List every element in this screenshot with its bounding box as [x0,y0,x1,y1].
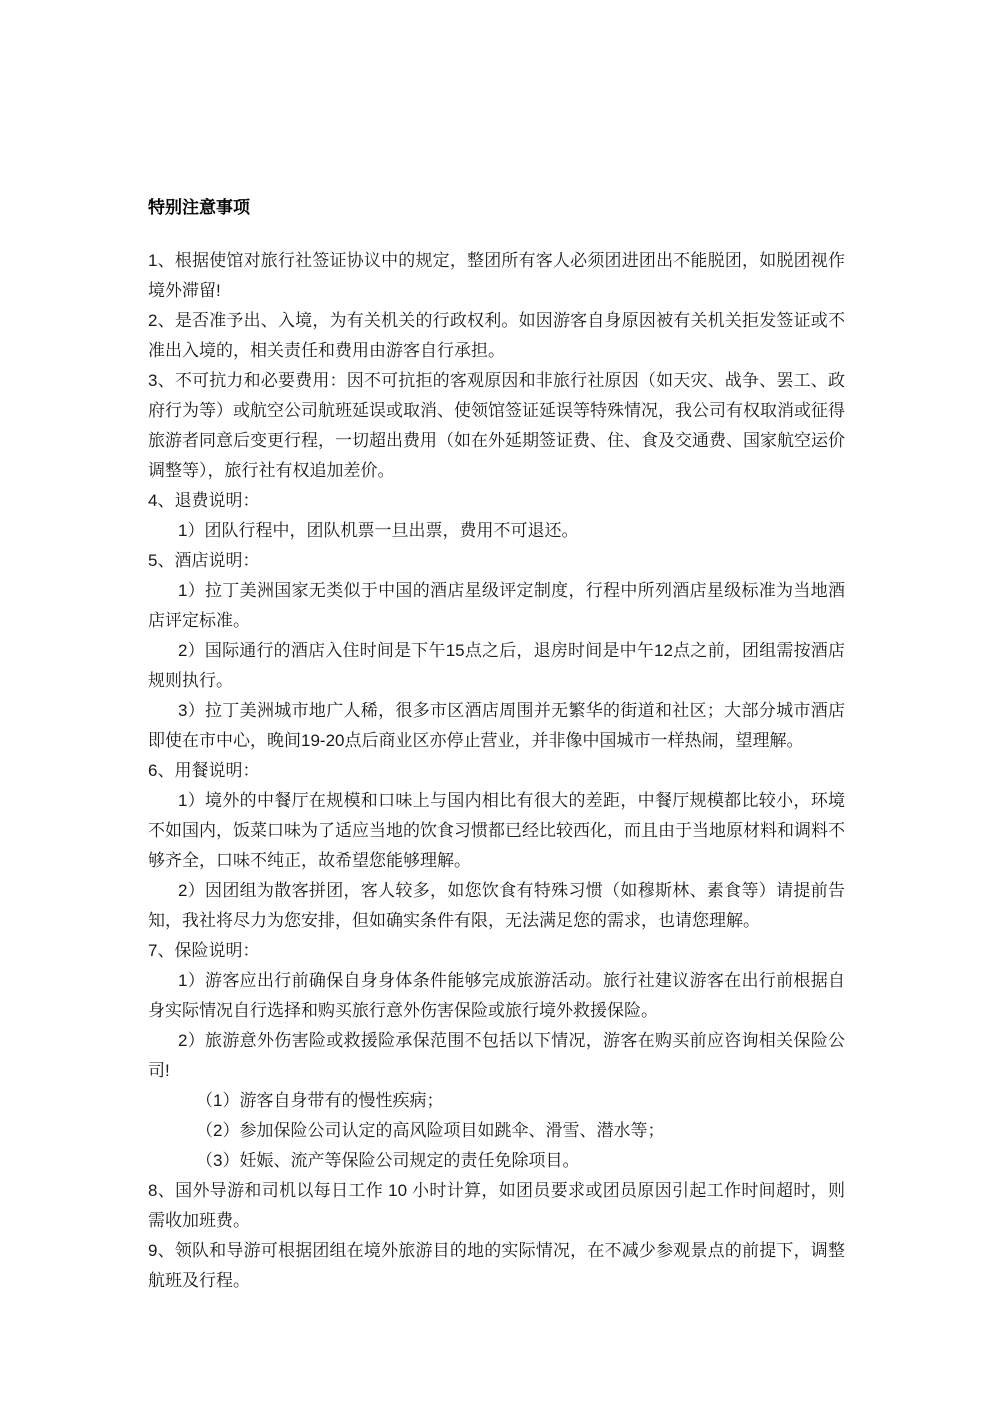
paragraph: 5、酒店说明： [148,551,260,570]
document-body [148,246,845,1296]
paragraph: （3）妊娠、流产等保险公司规定的责任免除项目。 [196,1151,580,1170]
paragraph: （2）参加保险公司认定的高风险项目如跳伞、滑雪、潜水等； [196,1121,665,1140]
paragraph: 7、保险说明： [148,941,260,960]
paragraph: 2、是否准予出、入境，为有关机关的行政权利。如因游客自身原因被有关机关拒发签证或不准出入境的，相关责任和费用由游客自行承担。 [148,311,845,360]
paragraph: 3、不可抗力和必要费用：因不可抗拒的客观原因和非旅行社原因（如天灾、战争、罢工、政府行为等）或航空公司航班延误或取消、使领馆签证延误等特殊情况，我公司有权取消或征得旅游者同意后变更行程，一切超出费用（如在外延期签证费、住、食及交通费、国家航空运价调整等），旅行社有权追加差价。 [148,371,845,480]
paragraph: 2）因团组为散客拼团，客人较多，如您饮食有特殊习惯（如穆斯林、素食等）请提前告知，我社将尽力为您安排，但如确实条件有限，无法满足您的需求，也请您理解。 [148,881,845,930]
paragraph: 2）旅游意外伤害险或救援险承保范围不包括以下情况，游客在购买前应咨询相关保险公司! [148,1031,845,1080]
paragraph: 9、领队和导游可根据团组在境外旅游目的地的实际情况，在不减少参观景点的前提下，调整航班及行程。 [148,1241,845,1290]
paragraph: 3）拉丁美洲城市地广人稀，很多市区酒店周围并无繁华的街道和社区；大部分城市酒店即使在市中心，晚间19-20点后商业区亦停止营业，并非像中国城市一样热闹，望理解。 [148,701,845,750]
paragraph: 4、退费说明： [148,491,260,510]
paragraph: 6、用餐说明： [148,761,260,780]
paragraph: 2）国际通行的酒店入住时间是下午15点之后，退房时间是中午12点之前，团组需按酒店规则执行。 [148,641,845,690]
paragraph: 8、国外导游和司机以每日工作 10 小时计算，如团员要求或团员原因引起工作时间超时，则需收加班费。 [148,1181,845,1230]
paragraph: 1、根据使馆对旅行社签证协议中的规定，整团所有客人必须团进团出不能脱团，如脱团视作境外滞留! [148,251,845,300]
paragraph: 1）团队行程中，团队机票一旦出票，费用不可退还。 [178,521,579,540]
document-content [148,197,845,1296]
paragraph: 1）游客应出行前确保自身身体条件能够完成旅游活动。旅行社建议游客在出行前根据自身实际情况自行选择和购买旅行意外伤害保险或旅行境外救援保险。 [148,971,845,1020]
paragraph: 1）拉丁美洲国家无类似于中国的酒店星级评定制度，行程中所列酒店星级标准为当地酒店评定标准。 [148,581,845,630]
paragraph: 1）境外的中餐厅在规模和口味上与国内相比有很大的差距，中餐厅规模都比较小，环境不如国内，饭菜口味为了适应当地的饮食习惯都已经比较西化，而且由于当地原材料和调料不够齐全，口味不纯正，故希望您能够理解。 [148,791,845,870]
document-title: 特别注意事项 [148,198,250,217]
paragraph: （1）游客自身带有的慢性疾病； [196,1091,444,1110]
